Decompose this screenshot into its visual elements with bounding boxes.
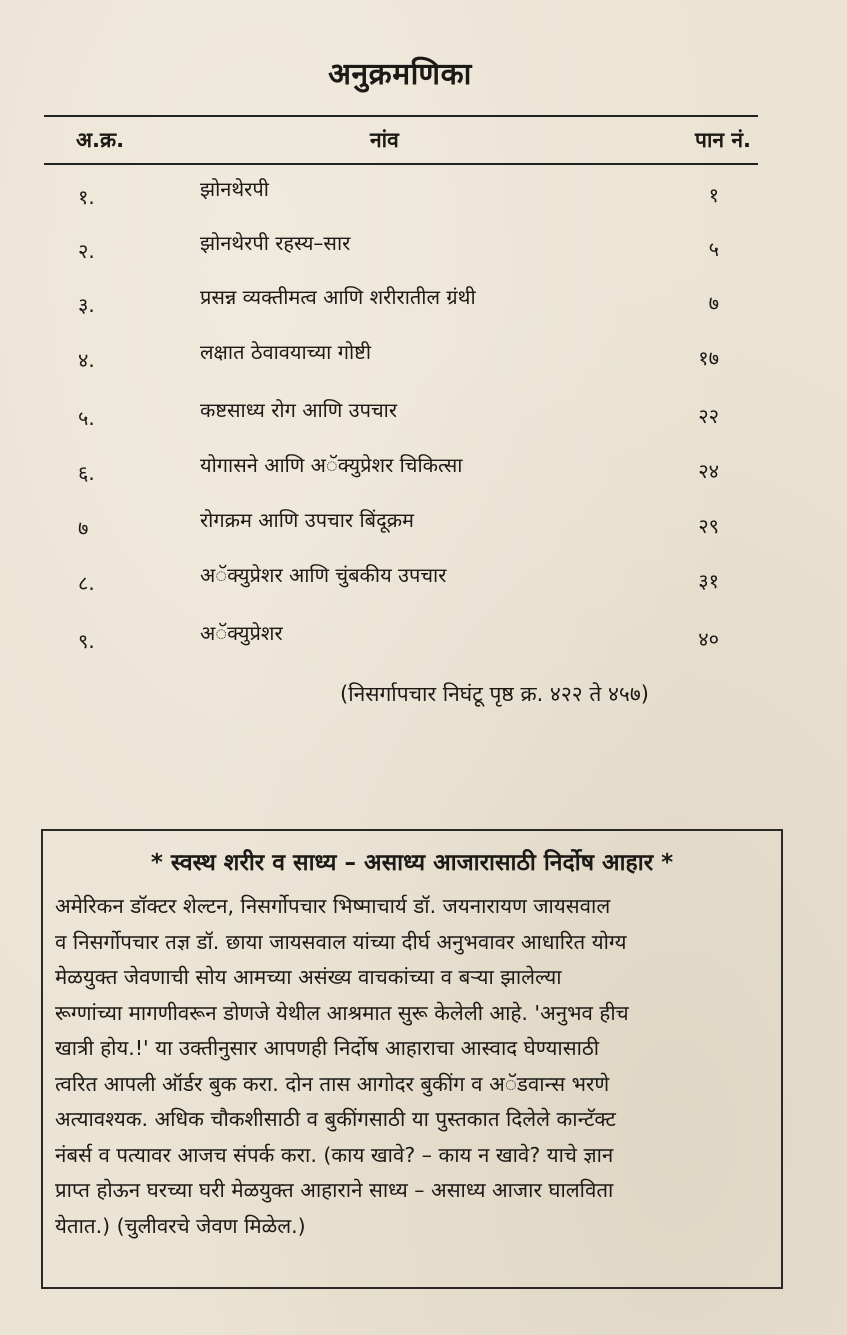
notice-line: मेळयुक्त जेवणाची सोय आमच्या असंख्य वाचकांच्या व बऱ्या झालेल्या [55,965,562,989]
notice-line: त्वरित आपली ऑर्डर बुक करा. दोन तास आगोदर बुकींग व अॅडवान्स भरणे [55,1071,610,1096]
column-header-number: अ.क्र. [76,128,125,152]
column-header-page: पान नं. [695,128,751,152]
toc-entry [0,175,847,215]
toc-entry-title: रोगक्रम आणि उपचार बिंदूक्रम [200,508,415,532]
toc-entry-title: झोनथेरपी रहस्य–सार [200,231,351,255]
toc-entry-page: २२ [698,404,719,428]
toc-entry [0,338,847,378]
toc-entry [0,396,847,436]
page-title: अनुक्रमणिका [328,57,472,92]
table-top-rule [44,115,758,117]
toc-entry-title: लक्षात ठेवावयाच्या गोष्टी [200,340,372,364]
notice-line: अमेरिकन डॉक्टर शेल्टन, निसर्गोपचार भिष्माचार्य डॉ. जयनारायण जायसवाल [55,894,611,918]
toc-entry-page: ७ [708,291,719,315]
column-header-name: नांव [370,128,399,152]
toc-entry-number: ६. [78,461,95,485]
toc-entry [0,506,847,546]
toc-entry [0,561,847,601]
toc-entry-title: योगासने आणि अॅक्युप्रेशर चिकित्सा [200,453,463,477]
toc-entry-title: अॅक्युप्रेशर [200,621,283,645]
toc-entry-page: ४० [698,627,719,651]
toc-entry-number: ८. [78,571,95,595]
toc-entry-page: ५ [708,237,719,261]
notice-line: व निसर्गोपचार तज्ञ डॉ. छाया जायसवाल यांच्या दीर्घ अनुभवावर आधारित योग्य [55,929,627,954]
toc-entry-number: ४. [78,348,95,372]
toc-entry-page: ३१ [698,569,719,593]
notice-line: रूग्णांच्या मागणीवरून डोणजे येथील आश्रमात सुरू केलेली आहे. 'अनुभव हीच [55,1000,629,1025]
toc-entry [0,229,847,269]
toc-entry-title: अॅक्युप्रेशर आणि चुंबकीय उपचार [200,563,447,587]
toc-entry-page: २९ [698,514,719,538]
toc-footnote: (निसर्गापचार निघंटू पृष्ठ क्र. ४२२ ते ४५७) [340,682,649,706]
toc-entry-number: ५. [78,406,95,430]
notice-line: नंबर्स व पत्यावर आजच संपर्क करा. (काय खावे? – काय न खावे? याचे ज्ञान [55,1142,614,1167]
toc-entry [0,619,847,659]
toc-entry-number: १. [78,185,95,209]
toc-entry-title: प्रसन्न व्यक्तीमत्व आणि शरीरातील ग्रंथी [200,285,476,309]
toc-entry [0,451,847,491]
notice-line: खात्री होय.!' या उक्तीनुसार आपणही निर्दोष आहाराचा आस्वाद घेण्यासाठी [55,1036,600,1060]
toc-entry-number: ७ [78,516,89,540]
toc-entry-page: २४ [698,459,719,483]
toc-entry-title: कष्टसाध्य रोग आणि उपचार [200,398,398,422]
diet-notice-box [41,829,783,1289]
toc-entry-number: ३. [78,293,95,317]
toc-entry-number: ९. [78,629,95,653]
notice-line: अत्यावश्यक. अधिक चौकशीसाठी व बुकींगसाठी या पुस्तकात दिलेले कान्टॅक्ट [55,1107,616,1131]
toc-entry-title: झोनथेरपी [200,177,269,201]
toc-entry-page: १७ [698,346,719,370]
notice-title: * स्वस्थ शरीर व साध्य – असाध्य आजारासाठी निर्दोष आहार * [150,850,674,876]
toc-entry [0,283,847,323]
notice-body [55,889,771,1244]
toc-entry-page: १ [708,183,719,207]
notice-line: येतात.) (चुलीवरचे जेवण मिळेल.) [55,1213,306,1238]
toc-entry-number: २. [78,239,95,263]
notice-line: प्राप्त होऊन घरच्या घरी मेळयुक्त आहाराने साध्य – असाध्य आजार घालविता [55,1178,614,1202]
header-bottom-rule [44,163,758,165]
